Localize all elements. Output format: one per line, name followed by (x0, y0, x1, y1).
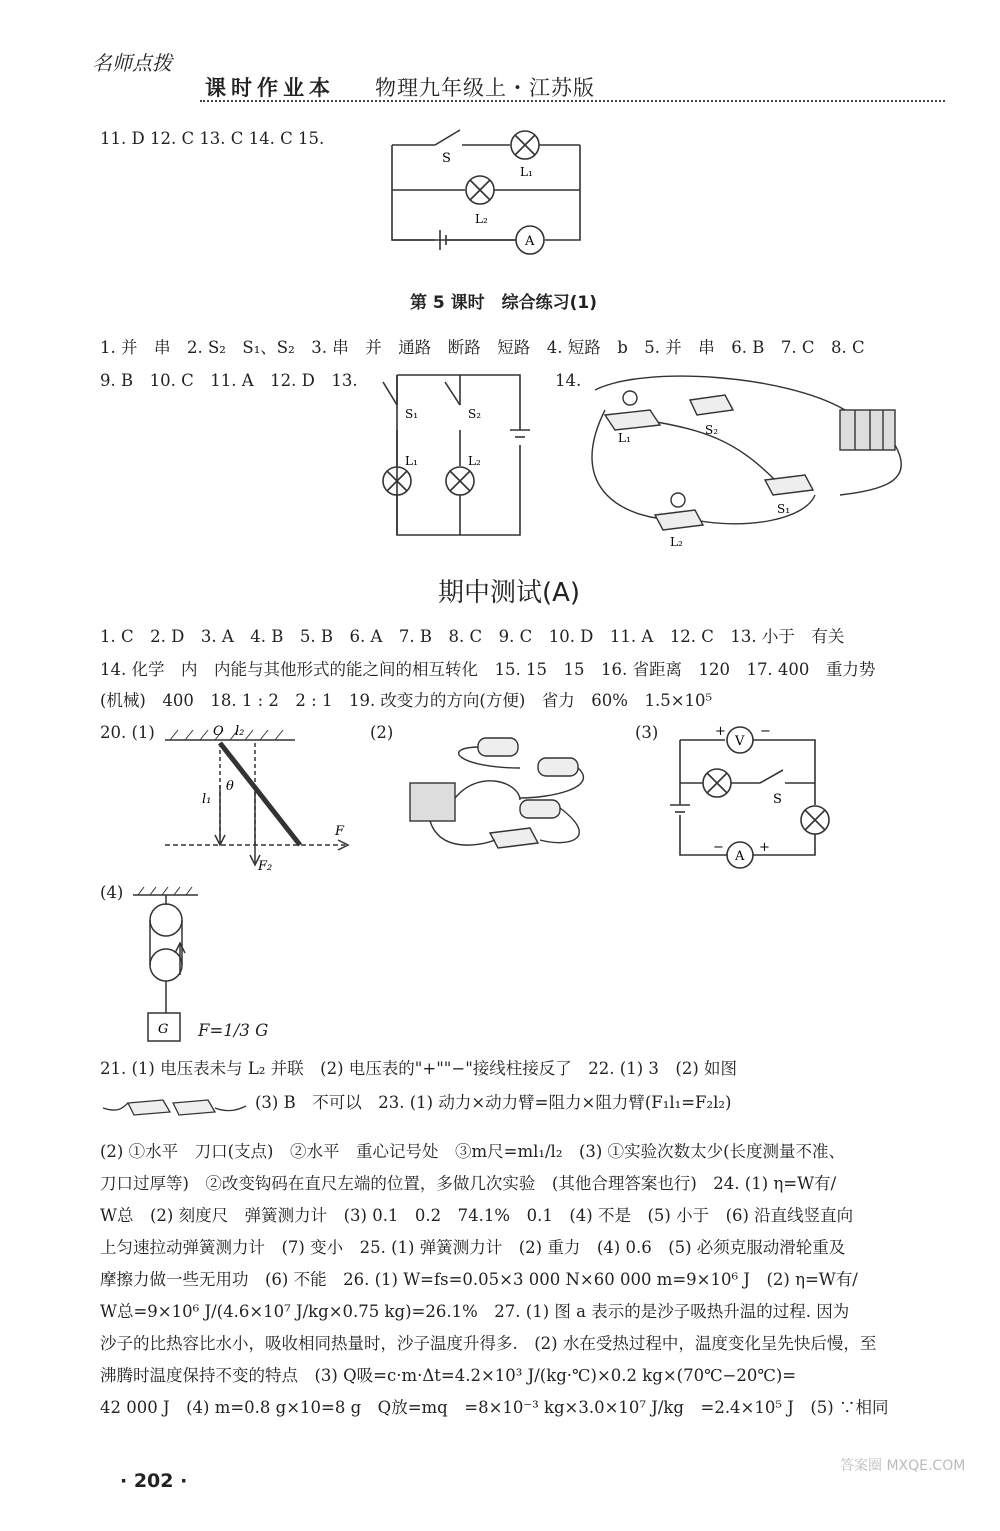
label-O: O (213, 724, 224, 739)
label-A: A (525, 234, 535, 249)
answers-line-8: (3) B 不可以 23. (1) 动力×动力臂=阻力×阻力臂(F₁l₁=F₂l₂) (255, 1093, 732, 1112)
answers-line-10: 刀口过厚等) ②改变钩码在直尺左端的位置，多做几次实验 (其他合理答案也行) 24. (1) η=W有/ (100, 1174, 837, 1193)
pulley-formula: F=1/3 G (198, 1021, 269, 1040)
lever-diagram (160, 725, 360, 875)
answers-line-3-q14: 14. (555, 371, 582, 390)
label-L2-q14: L₂ (670, 535, 683, 549)
label-S1: S₁ (405, 407, 419, 421)
label-F: F (335, 824, 345, 839)
label-A-q20: A (735, 849, 745, 864)
label-L1-q14: L₁ (618, 431, 631, 445)
answers-line-11: W总 (2) 刻度尺 弹簧测力计 (3) 0.1 0.2 74.1% 0.1 (4) 不是 (5) 小于 (6) 沿直线竖直向 (100, 1206, 854, 1225)
answers-line-2: 1. 并 串 2. S₂ S₁、S₂ 3. 串 并 通路 断路 短路 4. 短路 b 5. 并 串 6. B 7. C 8. C (100, 338, 865, 357)
answers-line-6: (机械) 400 18. 1 : 2 2 : 1 19. 改变力的方向(方便) 省力 60% 1.5×10⁵ (100, 691, 713, 710)
circuit-q14-physical (585, 370, 915, 555)
label-S2-q14: S₂ (705, 423, 719, 437)
q22-switch-sketch (98, 1088, 248, 1123)
answers-line-14: W总=9×10⁶ J/(4.6×10⁷ J/kg×0.75 kg)=26.1% 27. (1) 图 a 表示的是沙子吸热升温的过程. 因为 (100, 1302, 850, 1321)
circuit-q15 (380, 120, 600, 260)
q20-part3-label: (3) (635, 723, 659, 742)
header-divider (200, 100, 945, 102)
header-title: 课时作业本 (205, 76, 335, 100)
label-L2-q13: L₂ (468, 454, 481, 468)
q20-part4-label: (4) (100, 883, 124, 902)
label-V-plus: + (715, 724, 726, 739)
circuit-q13 (395, 370, 535, 550)
label-S-q20: S (773, 792, 782, 807)
label-A-plus: + (759, 840, 770, 855)
label-l2: l₂ (235, 724, 245, 739)
answers-line-16: 沸腾时温度保持不变的特点 (3) Q吸=c·m·Δt=4.2×10³ J/(kg·℃)×0.2 kg×(70℃−20℃)= (100, 1366, 797, 1385)
label-G: G (158, 1022, 169, 1037)
section-title-lesson5: 第 5 课时 综合练习(1) (410, 293, 598, 313)
label-S2: S₂ (468, 407, 482, 421)
answers-line-17: 42 000 J (4) m=0.8 g×10=8 g Q放=mq =8×10⁻³ kg×3.0×10⁷ J/kg =2.4×10⁵ J (5) ∵相同 (100, 1398, 889, 1417)
circuit-q20-3 (665, 725, 835, 870)
answers-line-5: 14. 化学 内 内能与其他形式的能之间的相互转化 15. 15 15 16. 省距离 120 17. 400 重力势 (100, 660, 876, 679)
label-L1-q13: L₁ (405, 454, 418, 468)
watermark: 答案圈 MXQE.COM (840, 1458, 966, 1474)
label-S1-q14: S₁ (777, 502, 791, 516)
label-l1: l₁ (202, 792, 212, 807)
answers-line-3: 9. B 10. C 11. A 12. D 13. (100, 371, 358, 390)
q20-part2-label: (2) (370, 723, 394, 742)
header-subtitle: 物理九年级上・江苏版 (375, 76, 595, 100)
header-logo: 名师点拨 (92, 51, 172, 75)
answers-line-13: 摩擦力做一些无用功 (6) 不能 26. (1) W=fs=0.05×3 000 N×60 000 m=9×10⁶ J (2) η=W有/ (100, 1270, 858, 1289)
label-F2: F₂ (258, 859, 273, 874)
label-L1: L₁ (520, 165, 533, 179)
answers-line-15: 沙子的比热容比水小，吸收相同热量时，沙子温度升得多. (2) 水在受热过程中，温度变化呈先快后慢，至 (100, 1334, 877, 1353)
answers-line-7: 21. (1) 电压表未与 L₂ 并联 (2) 电压表的"+""−"接线柱接反了 22. (1) 3 (2) 如图 (100, 1059, 738, 1078)
q20-part1-label: 20. (1) (100, 723, 155, 742)
label-A-minus: − (713, 840, 724, 855)
label-V: V (735, 734, 745, 749)
exam-title: 期中测试(A) (438, 578, 581, 608)
label-S: S (442, 151, 451, 166)
answers-line-9: (2) ①水平 刀口(支点) ②水平 重心记号处 ③m尺=ml₁/l₂ (3) ①实验次数太少(长度测量不准、 (100, 1142, 846, 1161)
label-V-minus: − (760, 724, 771, 739)
answers-line-4: 1. C 2. D 3. A 4. B 5. B 6. A 7. B 8. C 9. C 10. D 11. A 12. C 13. 小于 有关 (100, 627, 845, 646)
label-theta: θ (226, 779, 234, 794)
label-L2: L₂ (475, 212, 488, 226)
physical-circuit-q20 (400, 728, 610, 848)
page-number: · 202 · (120, 1470, 188, 1492)
answers-line-1: 11. D 12. C 13. C 14. C 15. (100, 129, 325, 148)
answers-line-12: 上匀速拉动弹簧测力计 (7) 变小 25. (1) 弹簧测力计 (2) 重力 (4) 0.6 (5) 必须克服动滑轮重及 (100, 1238, 846, 1257)
